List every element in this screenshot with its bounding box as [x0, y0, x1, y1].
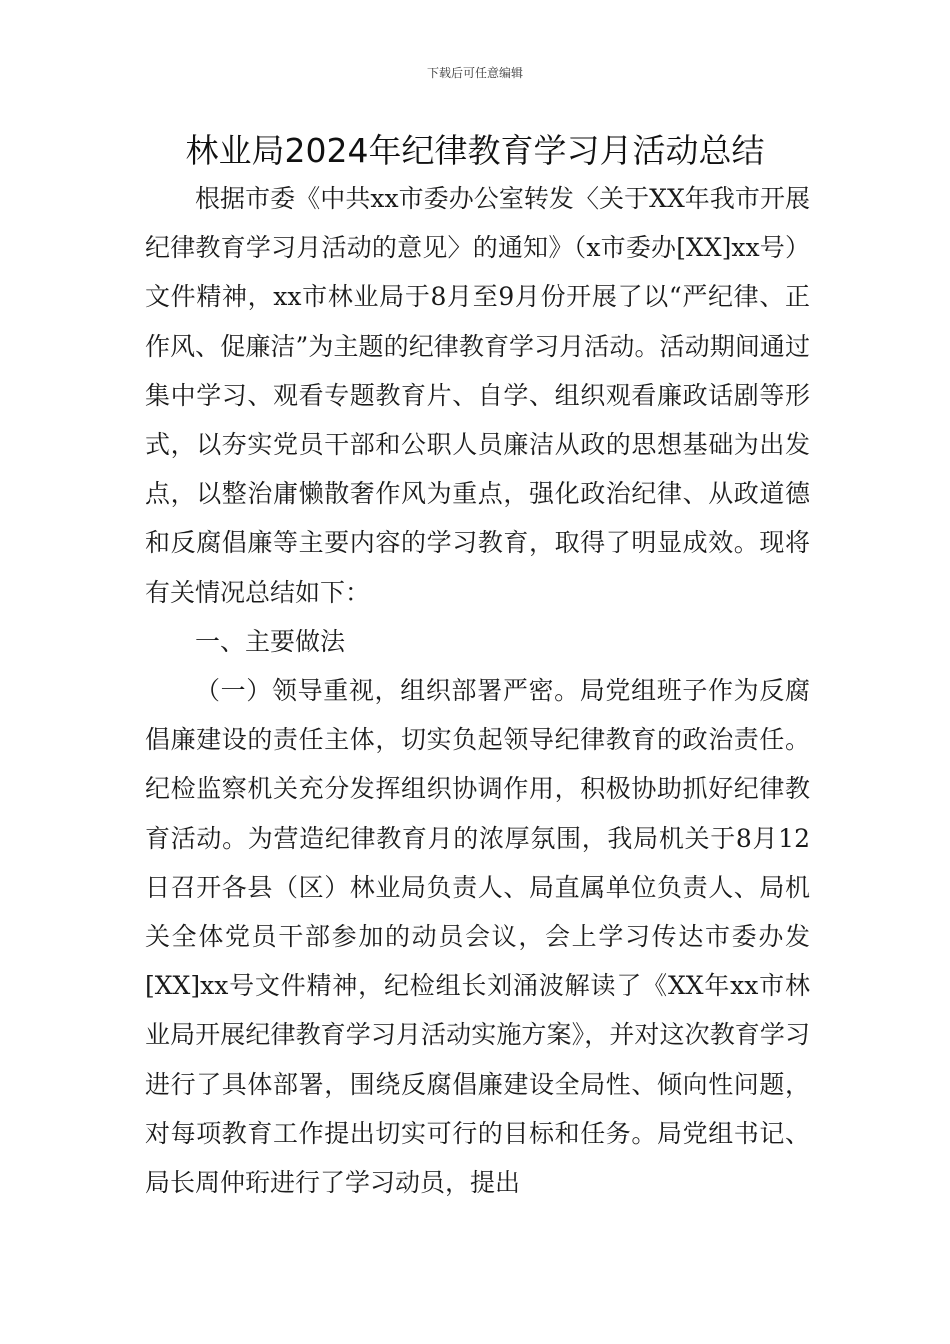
- document-body: [145, 174, 810, 1207]
- section-heading-main-practices: 一、主要做法: [195, 626, 346, 656]
- page-header-note: 下载后可任意编辑: [426, 66, 523, 80]
- document-title: 林业局2024年纪律教育学习月活动总结: [185, 131, 765, 170]
- paragraph-leadership: （一）领导重视，组织部署严密。局党组班子作为反腐倡廉建设的责任主体，切实负起领导纪律教育的政治责任。纪检监察机关充分发挥组织协调作用，积极协助抓好纪律教育活动。为营造纪律教育月的浓厚氛围，我局机关于8月12日召开各县（区）林业局负责人、局直属单位负责人、局机关全体党员干部参加的动员会议，会上学习传达市委办发 [XX]xx号文件精神，纪检组长刘涌波解读了《XX年xx市林业局开展纪律教育学习月活动实施方案》，并对这次教育学习进行了具体部署，围绕反腐倡廉建设全局性、倾向性问题，对每项教育工作提出切实可行的目标和任务。局党组书记、局长周仲珩进行了学习动员，提出: [145, 676, 810, 1198]
- paragraph-intro: 根据市委《中共xx市委办公室转发〈关于XX年我市开展纪律教育学习月活动的意见〉的通知》（x市委办[XX]xx号）文件精神，xx市林业局于8月至9月份开展了以“严纪律、正作风、促廉洁”为主题的纪律教育学习月活动。活动期间通过集中学习、观看专题教育片、自学、组织观看廉政话剧等形式，以夯实党员干部和公职人员廉洁从政的思想基础为出发点，以整治庸懒散奢作风为重点，强化政治纪律、从政道德和反腐倡廉等主要内容的学习教育，取得了明显成效。现将有关情况总结如下：: [145, 184, 810, 607]
